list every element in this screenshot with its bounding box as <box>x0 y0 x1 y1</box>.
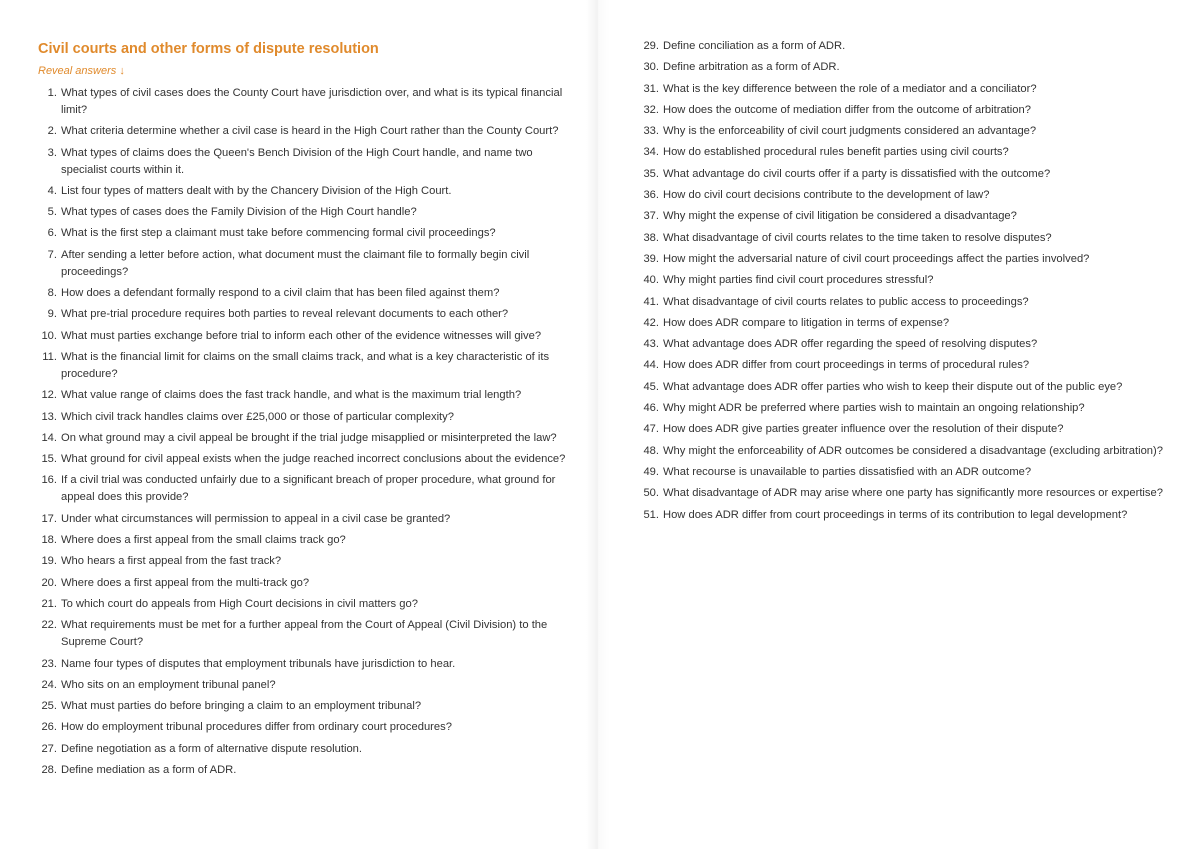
question-number: 19. <box>41 555 57 568</box>
question-text: What requirements must be met for a further appeal from the Court of Appeal (Civil Division) to the Supreme Court? <box>61 619 548 649</box>
question-text: Why is the enforceability of civil court judgments considered an advantage? <box>663 125 1037 138</box>
question-item <box>640 144 1170 161</box>
question-number: 7. <box>47 248 57 261</box>
question-number: 44. <box>643 359 659 372</box>
question-item <box>38 225 568 242</box>
question-item <box>640 81 1170 98</box>
question-text: How does ADR differ from court proceedings in terms of procedural rules? <box>663 359 1030 372</box>
question-item <box>38 451 568 468</box>
question-item <box>640 379 1170 396</box>
question-item <box>38 553 568 570</box>
question-text: What must parties do before bringing a claim to an employment tribunal? <box>61 700 422 713</box>
question-number: 5. <box>47 206 57 219</box>
question-text: How does a defendant formally respond to a civil claim that has been filed against them? <box>61 287 500 300</box>
question-item <box>640 230 1170 247</box>
question-item <box>38 596 568 613</box>
question-number: 39. <box>643 252 659 265</box>
page-title: Civil courts and other forms of dispute resolution <box>38 41 379 57</box>
question-text: If a civil trial was conducted unfairly due to a significant breach of proper procedure, what ground for appeal does this provide? <box>61 474 556 504</box>
question-item <box>38 762 568 779</box>
question-number: 49. <box>643 465 659 478</box>
question-list-right <box>640 38 1170 528</box>
question-text: How does the outcome of mediation differ from the outcome of arbitration? <box>663 103 1031 116</box>
question-number: 12. <box>41 389 57 402</box>
question-number: 18. <box>41 534 57 547</box>
question-item <box>640 102 1170 119</box>
question-item <box>640 507 1170 524</box>
question-item <box>38 85 568 119</box>
question-number: 47. <box>643 423 659 436</box>
question-number: 15. <box>41 453 57 466</box>
question-text: What value range of claims does the fast track handle, and what is the maximum trial length? <box>61 389 522 402</box>
question-text: What disadvantage of civil courts relates to the time taken to resolve disputes? <box>663 231 1052 244</box>
question-item <box>640 443 1170 460</box>
question-text: How might the adversarial nature of civil court proceedings affect the parties involved? <box>663 252 1090 265</box>
question-number: 41. <box>643 295 659 308</box>
question-number: 28. <box>41 764 57 777</box>
question-text: What criteria determine whether a civil case is heard in the High Court rather than the County Court? <box>61 125 559 138</box>
question-item <box>38 204 568 221</box>
question-item <box>640 208 1170 225</box>
question-text: What is the key difference between the role of a mediator and a conciliator? <box>663 82 1037 95</box>
question-number: 32. <box>643 103 659 116</box>
question-number: 13. <box>41 410 57 423</box>
question-item <box>38 387 568 404</box>
question-item <box>38 677 568 694</box>
question-item <box>640 38 1170 55</box>
question-item <box>38 285 568 302</box>
question-number: 4. <box>47 184 57 197</box>
question-text: What is the first step a claimant must take before commencing formal civil proceedings? <box>61 227 496 240</box>
question-text: Which civil track handles claims over £25,000 or those of particular complexity? <box>61 410 454 423</box>
question-text: Why might ADR be preferred where parties wish to maintain an ongoing relationship? <box>663 402 1085 415</box>
question-item <box>640 464 1170 481</box>
question-text: What types of civil cases does the County Court have jurisdiction over, and what is its typical financial limit? <box>61 87 563 116</box>
question-item <box>38 349 568 383</box>
question-number: 25. <box>41 700 57 713</box>
question-number: 51. <box>643 508 659 521</box>
question-text: What must parties exchange before trial to inform each other of the evidence witnesses will give? <box>61 329 542 342</box>
question-number: 6. <box>47 227 57 240</box>
question-text: Why might the enforceability of ADR outcomes be considered a disadvantage (excluding arbitration)? <box>663 444 1163 457</box>
question-item <box>38 409 568 426</box>
question-text: What recourse is unavailable to parties dissatisfied with an ADR outcome? <box>663 465 1032 478</box>
question-number: 37. <box>643 210 659 223</box>
question-text: Under what circumstances will permission to appeal in a civil case be granted? <box>61 512 451 525</box>
question-number: 46. <box>643 402 659 415</box>
question-item <box>640 59 1170 76</box>
question-number: 1. <box>47 87 57 99</box>
question-item <box>640 187 1170 204</box>
question-text: What types of claims does the Queen's Bench Division of the High Court handle, and name two specialist courts within it. <box>61 146 533 176</box>
question-item <box>38 247 568 281</box>
question-text: Who sits on an employment tribunal panel? <box>61 678 276 691</box>
question-number: 21. <box>41 597 57 610</box>
left-page <box>0 0 598 849</box>
question-text: Where does a first appeal from the multi-track go? <box>61 576 310 589</box>
question-item <box>38 123 568 140</box>
question-text: Why might the expense of civil litigation be considered a disadvantage? <box>663 210 1017 223</box>
question-item <box>640 336 1170 353</box>
reveal-answers-link[interactable]: Reveal answers ↓ <box>38 65 125 77</box>
question-number: 35. <box>643 167 659 180</box>
question-number: 48. <box>643 444 659 457</box>
question-item <box>38 183 568 200</box>
question-list-left <box>38 85 568 783</box>
question-number: 29. <box>643 40 659 52</box>
question-item <box>640 272 1170 289</box>
question-number: 16. <box>41 474 57 487</box>
question-text: Why might parties find civil court procedures stressful? <box>663 274 934 287</box>
question-item <box>38 430 568 447</box>
question-number: 20. <box>41 576 57 589</box>
question-number: 43. <box>643 338 659 351</box>
question-text: What advantage does ADR offer regarding the speed of resolving disputes? <box>663 338 1038 351</box>
question-text: What advantage do civil courts offer if a party is dissatisfied with the outcome? <box>663 167 1051 180</box>
question-text: On what ground may a civil appeal be brought if the trial judge misapplied or misinterpreted the law? <box>61 431 557 444</box>
question-number: 22. <box>41 619 57 632</box>
question-number: 36. <box>643 189 659 202</box>
question-text: How does ADR give parties greater influence over the resolution of their dispute? <box>663 423 1064 436</box>
question-item <box>38 617 568 651</box>
question-number: 40. <box>643 274 659 287</box>
question-number: 9. <box>47 308 57 321</box>
question-item <box>38 511 568 528</box>
question-number: 2. <box>47 125 57 138</box>
question-text: List four types of matters dealt with by the Chancery Division of the High Court. <box>61 184 452 197</box>
question-text: Define mediation as a form of ADR. <box>61 764 237 777</box>
question-text: What types of cases does the Family Division of the High Court handle? <box>61 206 417 219</box>
question-item <box>640 400 1170 417</box>
question-number: 50. <box>643 487 659 500</box>
question-text: After sending a letter before action, what document must the claimant file to formally begin civil proceedings? <box>61 248 530 278</box>
question-text: What pre-trial procedure requires both parties to reveal relevant documents to each other? <box>61 308 509 321</box>
page-gutter <box>586 0 610 849</box>
question-number: 27. <box>41 742 57 755</box>
question-item <box>38 575 568 592</box>
question-item <box>38 328 568 345</box>
question-text: How does ADR compare to litigation in terms of expense? <box>663 316 950 329</box>
question-item <box>640 166 1170 183</box>
question-number: 45. <box>643 380 659 393</box>
question-number: 14. <box>41 431 57 444</box>
question-text: Who hears a first appeal from the fast track? <box>61 555 282 568</box>
question-text: What disadvantage of ADR may arise where one party has significantly more resources or expertise? <box>663 487 1163 500</box>
question-number: 42. <box>643 316 659 329</box>
question-number: 33. <box>643 125 659 138</box>
question-item <box>38 145 568 179</box>
question-item <box>640 485 1170 502</box>
question-number: 17. <box>41 512 57 525</box>
question-text: What is the financial limit for claims on the small claims track, and what is a key characteristic of its procedure? <box>61 350 550 380</box>
question-item <box>38 472 568 506</box>
question-item <box>38 698 568 715</box>
question-text: How do employment tribunal procedures differ from ordinary court procedures? <box>61 721 452 734</box>
question-item <box>38 306 568 323</box>
question-item <box>38 741 568 758</box>
question-text: Name four types of disputes that employment tribunals have jurisdiction to hear. <box>61 657 456 670</box>
question-number: 8. <box>47 287 57 300</box>
question-number: 26. <box>41 721 57 734</box>
question-number: 3. <box>47 146 57 159</box>
question-item <box>640 357 1170 374</box>
right-page <box>598 0 1200 849</box>
question-item <box>640 421 1170 438</box>
question-item <box>640 315 1170 332</box>
question-item <box>640 294 1170 311</box>
question-text: How does ADR differ from court proceedings in terms of its contribution to legal development? <box>663 508 1128 521</box>
question-text: What advantage does ADR offer parties who wish to keep their dispute out of the public eye? <box>663 380 1123 393</box>
question-number: 30. <box>643 61 659 74</box>
question-item <box>640 123 1170 140</box>
question-number: 38. <box>643 231 659 244</box>
question-number: 23. <box>41 657 57 670</box>
question-number: 10. <box>41 329 57 342</box>
question-item <box>38 532 568 549</box>
question-text: What ground for civil appeal exists when the judge reached incorrect conclusions about the evidence? <box>61 453 566 466</box>
question-text: How do established procedural rules benefit parties using civil courts? <box>663 146 1009 159</box>
question-number: 11. <box>42 350 57 363</box>
question-text: Define negotiation as a form of alternative dispute resolution. <box>61 742 362 755</box>
question-text: Define arbitration as a form of ADR. <box>663 61 840 74</box>
question-item <box>38 719 568 736</box>
question-number: 31. <box>643 82 659 95</box>
question-text: Define conciliation as a form of ADR. <box>663 40 846 52</box>
question-number: 24. <box>41 678 57 691</box>
question-text: What disadvantage of civil courts relates to public access to proceedings? <box>663 295 1029 308</box>
question-text: Where does a first appeal from the small claims track go? <box>61 534 346 547</box>
question-item <box>38 656 568 673</box>
question-item <box>640 251 1170 268</box>
question-number: 34. <box>643 146 659 159</box>
question-text: How do civil court decisions contribute to the development of law? <box>663 189 990 202</box>
question-text: To which court do appeals from High Court decisions in civil matters go? <box>61 597 418 610</box>
